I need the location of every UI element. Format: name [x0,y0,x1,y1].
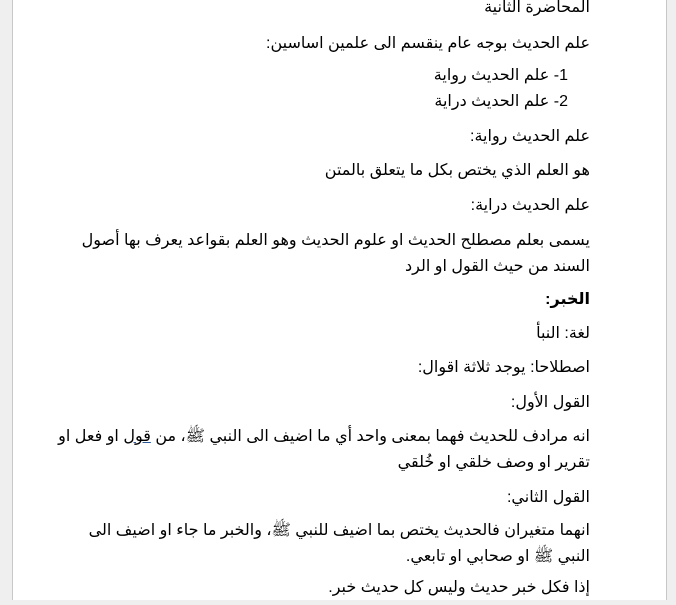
diraya-heading: علم الحديث دراية: [470,197,590,214]
qawl1-line1 [58,427,590,447]
list-item-1 [434,66,568,86]
spellcheck-underlined-word[interactable]: قول [123,428,151,445]
lecture-title: المحاضرة الثانية [484,0,590,16]
qawl1-heading: القول الأول: [510,394,590,411]
qawl1-text-a: انه مرادف للحديث فهما بمعنى واحد أي ما اضيف الى النبي ﷺ، من [150,428,590,445]
qawl1-text-b: او فعل او [58,428,124,445]
qawl2-heading: القول الثاني: [506,489,590,506]
conclusion: إذا فكل خبر حديث وليس كل حديث خبر. [328,579,590,596]
list-text: علم الحديث دراية [434,93,550,110]
intro-paragraph: علم الحديث بوجه عام ينقسم الى علمين اساسين: [266,35,590,52]
lugha-definition: لغة: النبأ [536,325,590,342]
riwaya-heading: علم الحديث رواية: [470,128,590,145]
list-number: 1- [553,67,568,84]
istilah-definition: اصطلاحا: يوجد ثلاثة اقوال: [417,359,590,376]
diraya-definition-line1: يسمى بعلم مصطلح الحديث او علوم الحديث وهو العلم بقواعد يعرف بها أصول [81,232,590,249]
qawl2-line2: النبي ﷺ او صحابي او تابعي. [405,548,590,565]
list-text: علم الحديث رواية [433,67,550,84]
qawl1-line2: تقرير او وصف خلقي او خُلقي [397,454,590,471]
qawl2-line1: انهما متغيران فالحديث يختص بما اضيف للنبي ﷺ، والخبر ما جاء او اضيف الى [88,522,590,539]
list-item-2 [434,92,568,112]
page-bottom-edge [0,600,676,605]
khabar-heading: الخبر: [545,291,590,308]
diraya-definition-line2: السند من حيث القول او الرد [405,258,590,275]
riwaya-definition: هو العلم الذي يختص بكل ما يتعلق بالمتن [324,162,590,179]
list-number: 2- [553,93,568,110]
